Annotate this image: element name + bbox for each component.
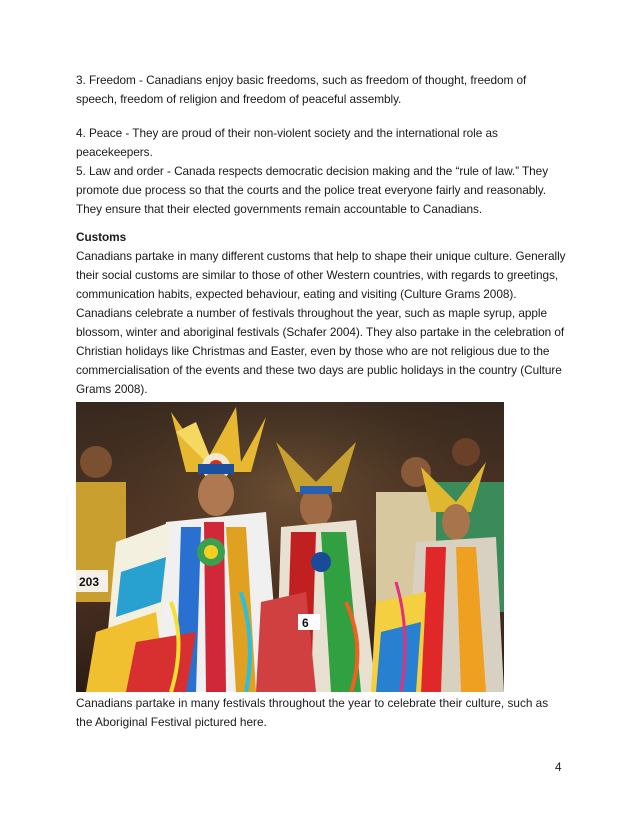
page-number: 4 <box>555 760 562 774</box>
peace-paragraph: 4. Peace - They are proud of their non-violent society and the international role as peacekeepers. <box>76 126 498 159</box>
bib-203-label: 203 <box>79 575 100 589</box>
law-and-order-paragraph: 5. Law and order - Canada respects democratic decision making and the “rule of law.” They promote due process so that the courts and the police treat everyone fairly and reasonably. They ensure that their elected governments remain accountable to Canadians. <box>76 164 549 216</box>
customs-paragraph-greetings: Canadians partake in many different customs that help to shape their unique culture. Generally their social customs are similar to those of other Western countries, with regards to greetings, communication habits, expected behaviour, eating and visiting (Culture Grams 2008). <box>76 249 566 301</box>
bib-6-label: 6 <box>302 616 309 630</box>
customs-heading: Customs <box>76 230 127 244</box>
photo-caption: Canadians partake in many festivals throughout the year to celebrate their culture, such as the Aboriginal Festival pictured here. <box>76 696 549 729</box>
customs-section <box>76 228 566 399</box>
peace-block <box>76 124 566 219</box>
freedom-paragraph: 3. Freedom - Canadians enjoy basic freedoms, such as freedom of thought, freedom of speech, freedom of religion and freedom of peaceful assembly. <box>76 73 527 106</box>
customs-paragraph-festivals: Canadians celebrate a number of festivals throughout the year, such as maple syrup, apple blossom, winter and aboriginal festivals (Schafer 2004). They also partake in the celebration of Christian holidays like Christmas and Easter, even by those who are not religious due to the commercialisation of the events and these two days are public holidays in the country (Culture Grams 2008). <box>76 306 565 396</box>
values-list <box>76 71 566 109</box>
aboriginal-festival-photo <box>76 402 504 692</box>
